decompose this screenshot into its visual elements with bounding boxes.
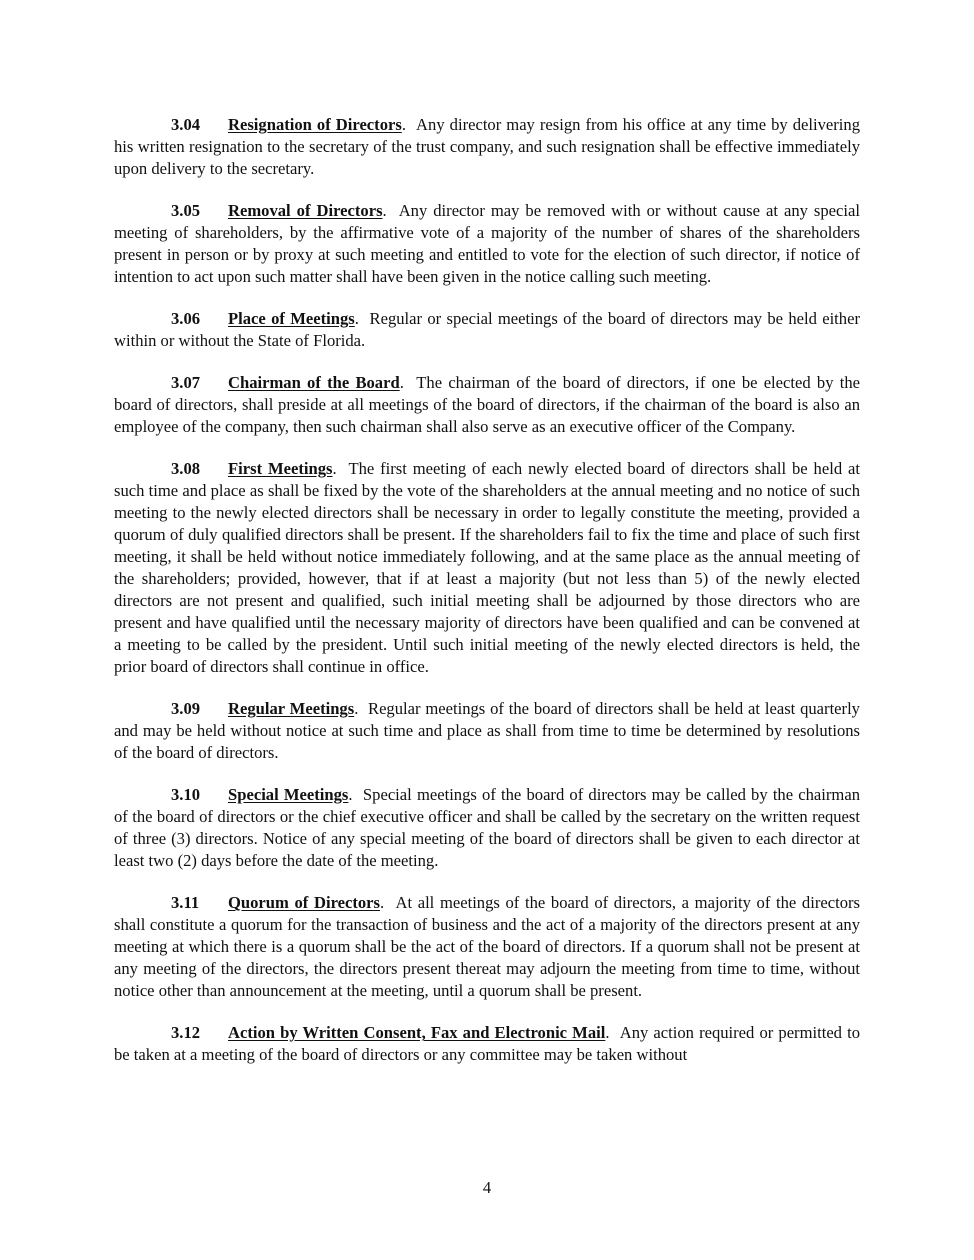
section-body: The chairman of the board of directors, if one be elected by the board of directors, shall preside at all meetings of the board of directors, if the chairman of the board is also an employee of the company, then such chairman shall also serve as an executive officer of the Company. (114, 373, 860, 436)
section-heading: Chairman of the Board (228, 373, 400, 392)
section-heading: Removal of Directors (228, 201, 383, 220)
section-body: Regular meetings of the board of directors shall be held at least quarterly and may be held without notice at such time and place as shall from time to time be determined by resolutions of the board of directors. (114, 699, 860, 762)
section-body: Regular or special meetings of the board of directors may be held either within or without the State of Florida. (114, 309, 860, 350)
section-number: 3.12 (171, 1023, 201, 1042)
section-heading: Regular Meetings (228, 699, 355, 718)
section-3-04: 3.04 Resignation of Directors. Any director may resign from his office at any time by delivering his written resignation to the secretary of the trust company, and such resignation shall be effective immediately upon delivery to the secretary. (114, 115, 860, 178)
section-3-10: 3.10 Special Meetings. Special meetings of the board of directors may be called by the chairman of the board of directors or the chief executive officer and shall be called by the secretary on the written request of three (3) directors. Notice of any special meeting of the board of directors shall be given to each director at least two (2) days before the date of the meeting. (114, 785, 860, 870)
section-number: 3.10 (171, 785, 201, 804)
page-number: 4 (482, 1178, 492, 1197)
section-body: Special meetings of the board of directors may be called by the chairman of the board of directors or the chief executive officer and shall be called by the secretary on the written request of three (3) directors. Notice of any special meeting of the board of directors shall be given to each director at least two (2) days before the date of the meeting. (114, 785, 860, 870)
section-heading: Place of Meetings (228, 309, 355, 328)
section-heading: Special Meetings (228, 785, 349, 804)
section-3-07: 3.07 Chairman of the Board. The chairman of the board of directors, if one be elected by the board of directors, shall preside at all meetings of the board of directors, if the chairman of the board is also an employee of the company, then such chairman shall also serve as an executive officer of the Company. (114, 373, 860, 436)
document-body (114, 114, 860, 1086)
section-heading: Action by Written Consent, Fax and Electronic Mail (228, 1023, 606, 1042)
section-heading: First Meetings (228, 459, 333, 478)
section-body: At all meetings of the board of directors, a majority of the directors shall constitute a quorum for the transaction of business and the act of a majority of the directors present at any meeting at which there is a quorum shall be the act of the board of directors. If a quorum shall not be present at any meeting of the directors, the directors present thereat may adjourn the meeting from time to time, without notice other than announcement at the meeting, until a quorum shall be present. (114, 893, 860, 1000)
section-body: The first meeting of each newly elected board of directors shall be held at such time and place as shall be fixed by the vote of the shareholders at the annual meeting and no notice of such meeting to the newly elected directors shall be necessary in order to legally constitute the meeting, provided a quorum of duly qualified directors shall be present. If the shareholders fail to fix the time and place of such first meeting, it shall be held without notice immediately following, and at the same place as the annual meeting of the shareholders; provided, however, that if at least a majority (but not less than 5) of the newly elected directors are not present and qualified, such initial meeting shall be adjourned by those directors who are present and have qualified until the necessary majority of directors have been qualified and can be convened at a meeting to be called by the president. Until such initial meeting of the newly elected directors is held, the prior board of directors shall continue in office. (114, 459, 860, 676)
section-number: 3.11 (171, 893, 200, 912)
section-body: Any action required or permitted to be taken at a meeting of the board of directors or any committee may be taken without (114, 1023, 860, 1064)
section-number: 3.08 (171, 459, 201, 478)
section-3-12: 3.12 Action by Written Consent, Fax and Electronic Mail. Any action required or permitted to be taken at a meeting of the board of directors or any committee may be taken without (114, 1023, 860, 1064)
section-number: 3.05 (171, 201, 201, 220)
section-number: 3.09 (171, 699, 201, 718)
section-number: 3.06 (171, 309, 201, 328)
section-3-05: 3.05 Removal of Directors. Any director may be removed with or without cause at any special meeting of shareholders, by the affirmative vote of a majority of the number of shares of the shareholders present in person or by proxy at such meeting and entitled to vote for the election of such director, if notice of intention to act upon such matter shall have been given in the notice calling such meeting. (114, 201, 861, 286)
section-body: Any director may resign from his office at any time by delivering his written resignation to the secretary of the trust company, and such resignation shall be effective immediately upon delivery to the secretary. (114, 115, 860, 178)
section-3-08: 3.08 First Meetings. The first meeting of each newly elected board of directors shall be held at such time and place as shall be fixed by the vote of the shareholders at the annual meeting and no notice of such meeting to the newly elected directors shall be necessary in order to legally constitute the meeting, provided a quorum of duly qualified directors shall be present. If the shareholders fail to fix the time and place of such first meeting, it shall be held without notice immediately following, and at the same place as the annual meeting of the shareholders; provided, however, that if at least a majority (but not less than 5) of the newly elected directors are not present and qualified, such initial meeting shall be adjourned by those directors who are present and have qualified until the necessary majority of directors have been qualified and can be convened at a meeting to be called by the president. Until such initial meeting of the newly elected directors is held, the prior board of directors shall continue in office. (114, 459, 860, 676)
section-number: 3.04 (171, 115, 201, 134)
section-heading: Quorum of Directors (228, 893, 381, 912)
section-3-09: 3.09 Regular Meetings. Regular meetings of the board of directors shall be held at least quarterly and may be held without notice at such time and place as shall from time to time be determined by resolutions of the board of directors. (114, 699, 860, 762)
section-3-06: 3.06 Place of Meetings. Regular or special meetings of the board of directors may be held either within or without the State of Florida. (114, 309, 860, 350)
section-body: Any director may be removed with or without cause at any special meeting of shareholders, by the affirmative vote of a majority of the number of shares of the shareholders present in person or by proxy at such meeting and entitled to vote for the election of such director, if notice of intention to act upon such matter shall have been given in the notice calling such meeting. (114, 201, 861, 286)
section-number: 3.07 (171, 373, 201, 392)
section-3-11: 3.11 Quorum of Directors. At all meetings of the board of directors, a majority of the directors shall constitute a quorum for the transaction of business and the act of a majority of the directors present at any meeting at which there is a quorum shall be the act of the board of directors. If a quorum shall not be present at any meeting of the directors, the directors present thereat may adjourn the meeting from time to time, without notice other than announcement at the meeting, until a quorum shall be present. (114, 893, 860, 1000)
section-heading: Resignation of Directors (228, 115, 402, 134)
